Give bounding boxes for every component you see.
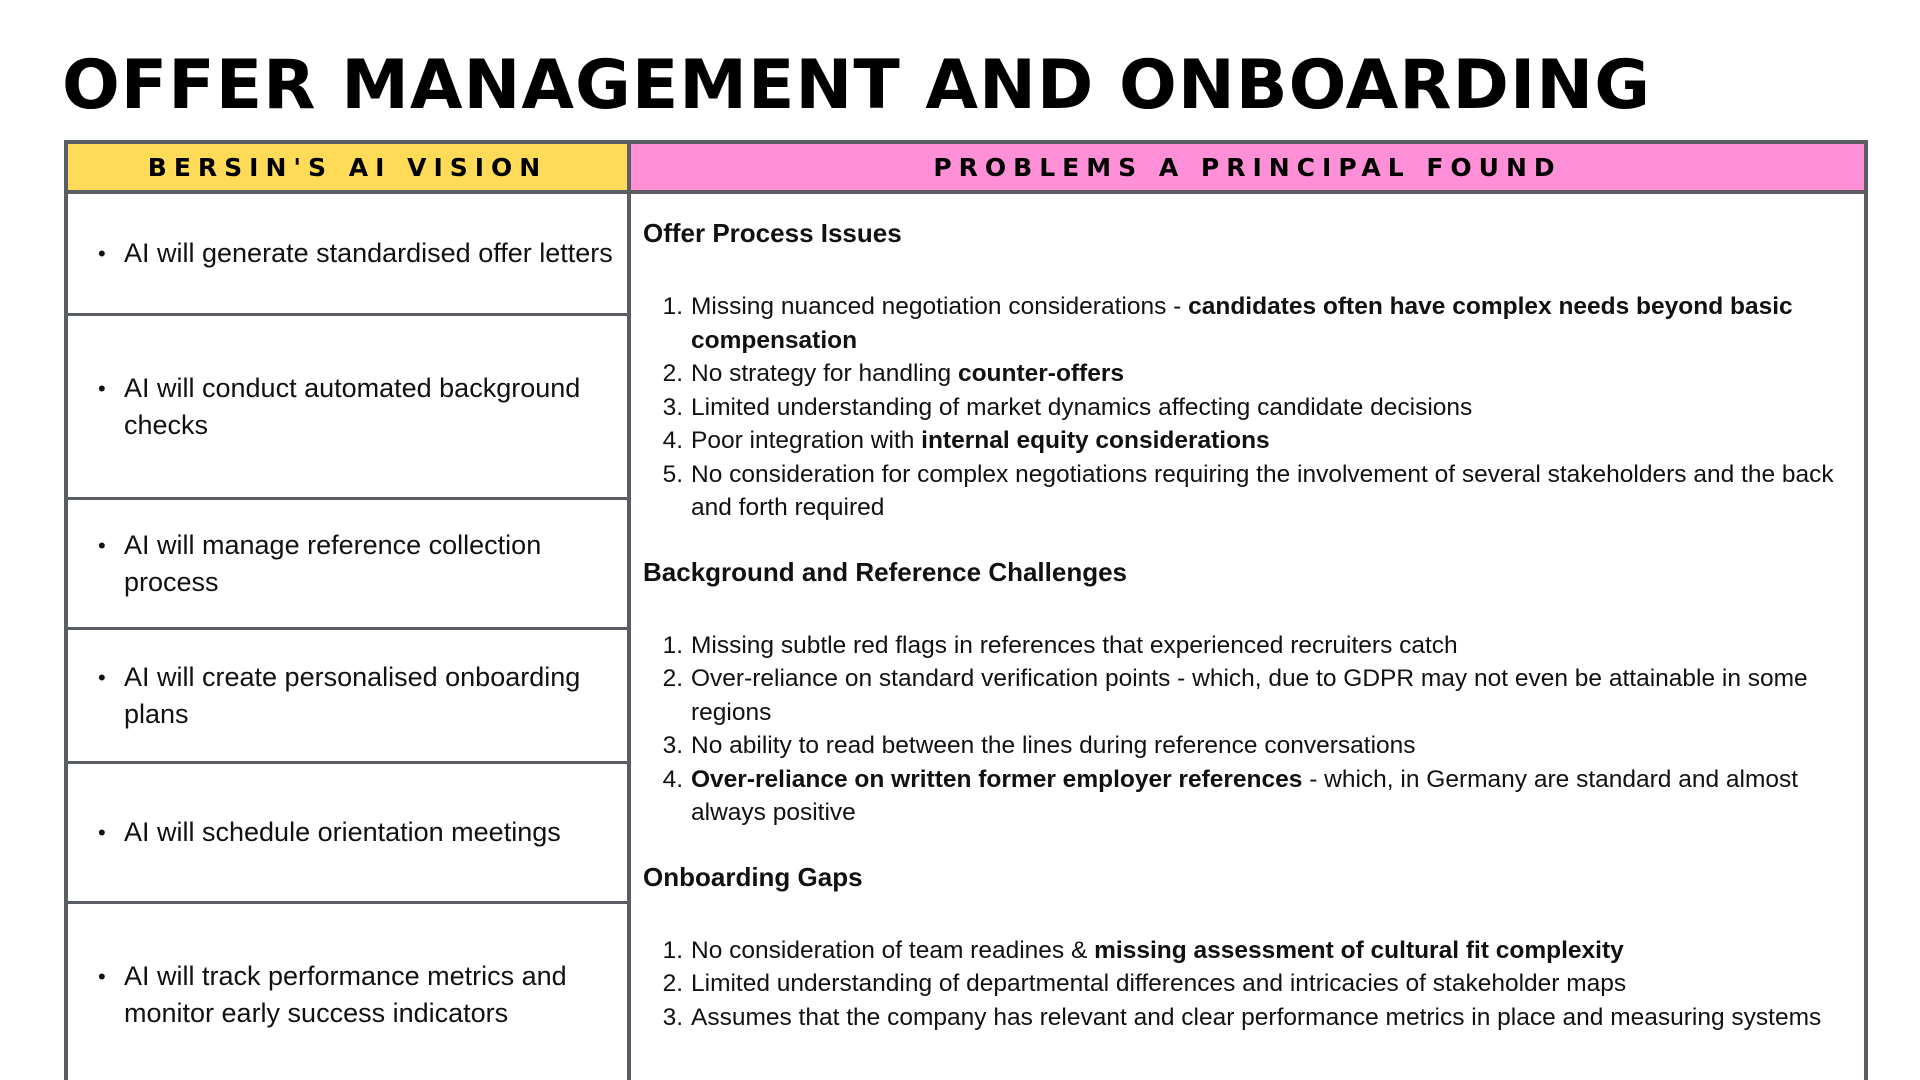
problem-list <box>643 629 1850 830</box>
item-text: Missing subtle red flags in references that experienced recruiters catch <box>691 631 1458 659</box>
vision-item-text: AI will track performance metrics and monitor early success indicators <box>124 961 567 1028</box>
item-text: Assumes that the company has relevant and clear performance metrics in place and measuring systems <box>691 1003 1822 1031</box>
vision-row <box>68 764 627 904</box>
item-number: 2. <box>662 970 683 997</box>
list-item <box>643 967 1850 1001</box>
item-text: Over-reliance on standard verification points - which, due to GDPR may not even be attainable in some regions <box>691 665 1808 726</box>
item-number: 1. <box>662 293 683 320</box>
problems-body <box>631 194 1864 1080</box>
section-heading: Background and Reference Challenges <box>643 556 1128 587</box>
item-text: Over-reliance on written former employer references - which, in Germany are standard and almost always positive <box>691 765 1799 826</box>
vision-row <box>68 316 627 500</box>
item-text: No ability to read between the lines during reference conversations <box>691 732 1416 759</box>
item-number: 4. <box>662 765 683 793</box>
list-item <box>643 629 1850 663</box>
list-item <box>643 763 1850 830</box>
item-number: 2. <box>662 665 683 692</box>
item-text: Poor integration with internal equity considerations <box>691 427 1270 454</box>
vision-row <box>68 630 627 764</box>
item-number: 3. <box>662 732 683 759</box>
vision-row <box>68 194 627 316</box>
item-number: 1. <box>662 631 683 659</box>
list-item <box>643 391 1850 425</box>
bullet-icon: • <box>98 240 106 266</box>
item-text: Limited understanding of market dynamics affecting candidate decisions <box>691 393 1473 421</box>
vision-row <box>68 904 627 1072</box>
vision-column <box>68 144 631 1080</box>
comparison-table <box>64 140 1868 1080</box>
item-number: 3. <box>662 1003 683 1031</box>
list-item <box>643 290 1850 357</box>
vision-item-text: AI will create personalised onboarding plans <box>124 661 581 729</box>
item-number: 1. <box>662 936 683 964</box>
item-text: No consideration for complex negotiations requiring the involvement of several stakeholders and the back and forth required <box>691 460 1834 521</box>
bullet-icon: • <box>98 375 106 401</box>
problems-column-header: PROBLEMS A PRINCIPAL FOUND <box>631 144 1864 194</box>
vision-item-text: AI will manage reference collection process <box>124 529 542 597</box>
item-text: No consideration of team readines & missing assessment of cultural fit complexity <box>691 936 1624 964</box>
bullet-icon: • <box>98 532 106 558</box>
list-item <box>643 424 1850 458</box>
section-heading: Onboarding Gaps <box>643 861 863 892</box>
list-item <box>643 729 1850 763</box>
list-item <box>643 357 1850 391</box>
list-item <box>643 458 1850 525</box>
vision-item-text: AI will schedule orientation meetings <box>124 816 561 847</box>
bullet-icon: • <box>98 819 106 845</box>
problem-list <box>643 934 1850 1035</box>
bullet-icon: • <box>98 964 106 989</box>
item-number: 4. <box>662 427 683 454</box>
list-item <box>643 934 1850 968</box>
item-text: No strategy for handling counter-offers <box>691 360 1125 387</box>
vision-row <box>68 500 627 630</box>
item-number: 2. <box>662 360 683 387</box>
item-number: 3. <box>662 393 683 421</box>
vision-item-text: AI will generate standardised offer letters <box>124 237 613 268</box>
vision-item-text: AI will conduct automated background checks <box>124 372 581 440</box>
section-heading: Offer Process Issues <box>643 218 902 248</box>
item-text: Missing nuanced negotiation considerations - candidates often have complex needs beyond basic compensation <box>691 293 1793 354</box>
list-item <box>643 662 1850 729</box>
problem-list <box>643 290 1850 525</box>
bullet-icon: • <box>98 664 106 690</box>
item-text: Limited understanding of departmental differences and intricacies of stakeholder maps <box>691 970 1627 997</box>
page-title: OFFER MANAGEMENT AND ONBOARDING <box>62 46 1652 125</box>
list-item <box>643 1001 1850 1035</box>
item-number: 5. <box>662 460 683 488</box>
problems-column <box>631 144 1864 1080</box>
vision-column-header: BERSIN'S AI VISION <box>68 144 627 194</box>
